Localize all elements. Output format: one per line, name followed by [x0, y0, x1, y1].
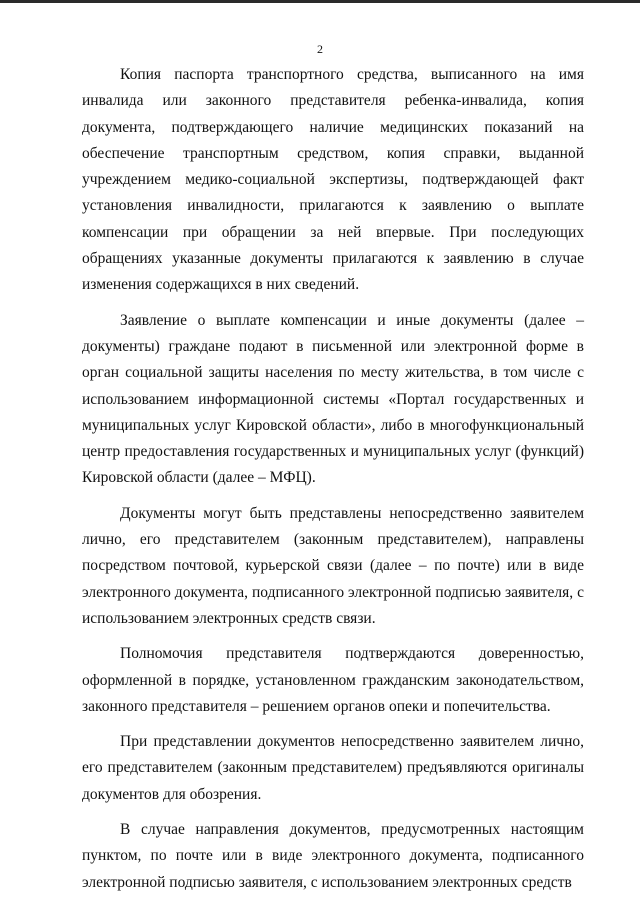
top-edge-rule [0, 0, 640, 3]
paragraph-representative-authority: Полномочия представителя подтверждаются доверенностью, оформленной в порядке, установленном гражданским законодательством, законного представителя – решением органов опеки и попечительства. [82, 645, 584, 715]
document-body [82, 62, 584, 905]
paragraph-mail-electronic-submission: В случае направления документов, предусмотренных настоящим пунктом, по почте или в виде электронного документа, подписанного электронной подписью заявителя, с использованием электронных средств [82, 821, 584, 891]
paragraph-original-documents: При представлении документов непосредственно заявителем лично, его представителем (законным представителем) предъявляются оригиналы документов для обозрения. [82, 733, 584, 803]
paragraph-vehicle-passport-copy: Копия паспорта транспортного средства, выписанного на имя инвалида или законного представителя ребенка-инвалида, копия документа, подтверждающего наличие медицинских показаний на обеспечение транспортным средством, копия справки, выданной учреждением медико-социальной экспертизы, подтверждающей факт установления инвалидности, прилагаются к заявлению о выплате компенсации при обращении за ней впервые. При последующих обращениях указанные документы прилагаются к заявлению в случае изменения содержащихся в них сведений. [82, 66, 584, 294]
page-number: 2 [317, 42, 323, 56]
paragraph-application-submission: Заявление о выплате компенсации и иные документы (далее – документы) граждане подают в письменной или электронной форме в орган социальной защиты населения по месту жительства, в том числе с использованием информационной системы «Портал государственных и муниципальных услуг Кировской области», либо в многофункциональный центр предоставления государственных и муниципальных услуг (функций) Кировской области (далее – МФЦ). [82, 311, 584, 487]
paragraph-document-delivery: Документы могут быть представлены непосредственно заявителем лично, его представителем (законным представителем), направлены посредством почтовой, курьерской связи (далее – по почте) или в виде электронного документа, подписанного электронной подписью заявителя, с использованием электронных средств связи. [82, 504, 584, 627]
